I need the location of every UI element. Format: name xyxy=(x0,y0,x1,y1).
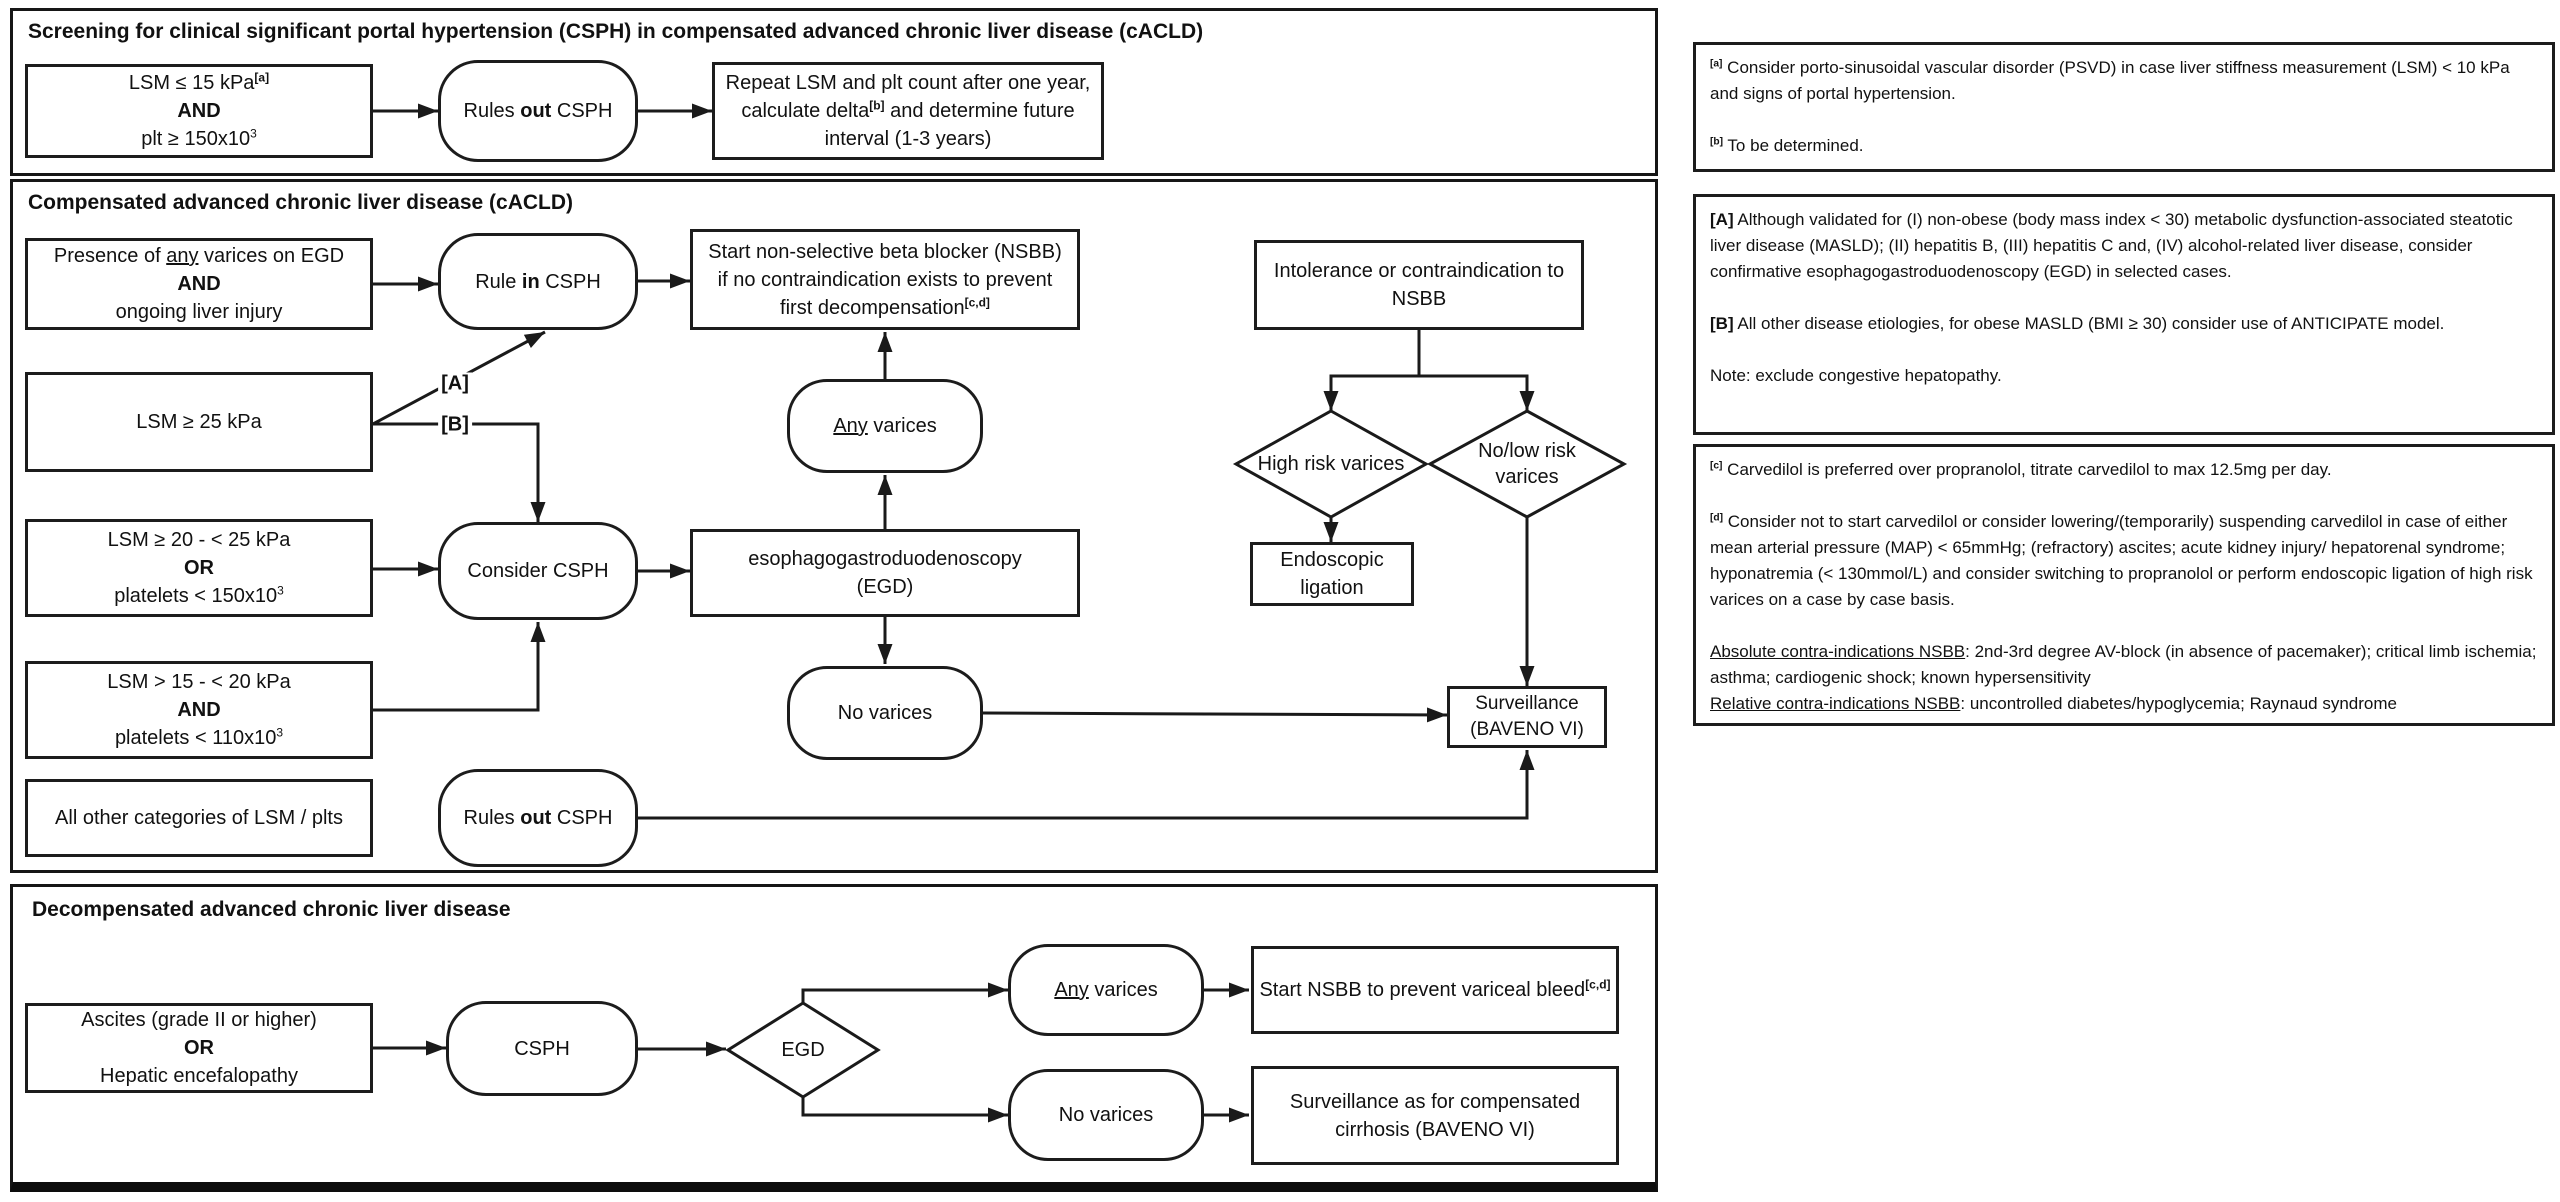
footnotes-ab-panel: [a] Consider porto-sinusoidal vascular disorder (PSVD) in case liver stiffness measurement (LSM) < 10 kPa and signs of portal hypertension. [b] To be determined. xyxy=(1693,42,2555,172)
any-varices-node-bottom: Any varices xyxy=(1008,944,1204,1036)
repeat-lsm-box: Repeat LSM and plt count after one year, calculate delta[b] and determine future interval (1-3 years) xyxy=(712,62,1104,160)
arrow-to-highrisk xyxy=(1331,376,1419,411)
screening-section-title: Screening for clinical significant portal hypertension (CSPH) in compensated advanced chronic liver disease (cACLD) xyxy=(28,20,1204,43)
arrow-lsm25-b-to-consider xyxy=(373,424,538,522)
any-varices-egd-box: Presence of any varices on EGD AND ongoing liver injury xyxy=(25,238,373,330)
arrow-rulesout2-to-surveillance xyxy=(638,750,1527,818)
any-varices-node: Any varices xyxy=(787,379,983,473)
dacld-section-title: Decompensated advanced chronic liver disease xyxy=(32,898,511,921)
rules-out-csph-top: Rules out CSPH xyxy=(438,60,638,162)
rule-in-csph: Rule in CSPH xyxy=(438,233,638,330)
start-nsbb-bleed-box: Start NSBB to prevent variceal bleed[c,d] xyxy=(1251,946,1619,1034)
ascites-box: Ascites (grade II or higher) OR Hepatic encefalopathy xyxy=(25,1003,373,1093)
lsm25-box: LSM ≥ 25 kPa xyxy=(25,372,373,472)
all-other-box: All other categories of LSM / plts xyxy=(25,779,373,857)
surveillance-baveno-box: Surveillance (BAVENO VI) xyxy=(1447,686,1607,748)
arrow-novarices-to-surveillance xyxy=(983,713,1447,715)
egd-diamond-label: EGD xyxy=(781,1039,825,1061)
start-nsbb-box: Start non-selective beta blocker (NSBB) if no contraindication exists to prevent first decompensation[c,d] xyxy=(690,229,1080,330)
validation-notes-panel: [A] Although validated for (I) non-obese (body mass index < 30) metabolic dysfunction-associated steatotic liver disease (MASLD); (II) hepatitis B, (III) hepatitis C and, (IV) alcohol-related liver disease, consider confirmative esophagogastroduodenoscopy (EGD) in selected cases. [B] All other disease etiologies, for obese MASLD (BMI ≥ 30) consider use of ANTICIPATE model. Note: exclude congestive hepatopathy. xyxy=(1693,194,2555,435)
csph-node: CSPH xyxy=(446,1001,638,1096)
high-risk-varices-label: High risk varices xyxy=(1257,453,1405,475)
branch-label-a: [A] xyxy=(438,373,472,396)
branch-label-b: [B] xyxy=(438,414,472,437)
intolerance-nsbb-box: Intolerance or contraindication to NSBB xyxy=(1254,240,1584,330)
surveillance-cirrhosis-box: Surveillance as for compensated cirrhosis (BAVENO VI) xyxy=(1251,1066,1619,1165)
carvedilol-notes-panel: [c] Carvedilol is preferred over propranolol, titrate carvedilol to max 12.5mg per day. [d] Consider not to start carvedilol or consider lowering/(temporarily) suspending carvedilol in case of either mean arterial pressure (MAP) < 65mmHg; (refractory) ascites; acute kidney injury/ hepatorenal syndrome; hyponatremia (< 130mmol/L) and consider switching to propranolol or perform endoscopic ligation of high risk varices on a case by case basis. Absolute contra-indications NSBB: 2nd-3rd degree AV-block (in absence of pacemaker); critical limb ischemia; asthma; cardiogenic shock; known hypersensitivity Relative contra-indications NSBB: uncontrolled diabetes/hypoglycemia; Raynaud syndrome xyxy=(1693,444,2555,726)
consider-csph: Consider CSPH xyxy=(438,522,638,620)
egd-box: esophagogastroduodenoscopy (EGD) xyxy=(690,529,1080,617)
endoscopic-ligation-box: Endoscopic ligation xyxy=(1250,542,1414,606)
lsm15-plt150-box: LSM ≤ 15 kPa[a] AND plt ≥ $150x10^3$ xyxy=(25,64,373,158)
arrow-lsm15-20-to-consider xyxy=(373,622,538,710)
arrow-to-nolowrisk xyxy=(1419,376,1527,411)
no-low-risk-varices-label: No/low risk varices xyxy=(1478,440,1576,488)
cacld-section-title: Compensated advanced chronic liver disease (cACLD) xyxy=(28,191,574,214)
lsm15-20-box: LSM > 15 - < 20 kPa AND platelets < $110x10^3$ xyxy=(25,661,373,759)
no-varices-node-bottom: No varices xyxy=(1008,1069,1204,1161)
rules-out-csph-bottom: Rules out CSPH xyxy=(438,769,638,867)
lsm20-25-box: LSM ≥ 20 - < 25 kPa OR platelets < $150x10^3$ xyxy=(25,519,373,617)
no-varices-node: No varices xyxy=(787,666,983,760)
arrow-egd-to-novarices-bottom xyxy=(803,1095,1008,1115)
